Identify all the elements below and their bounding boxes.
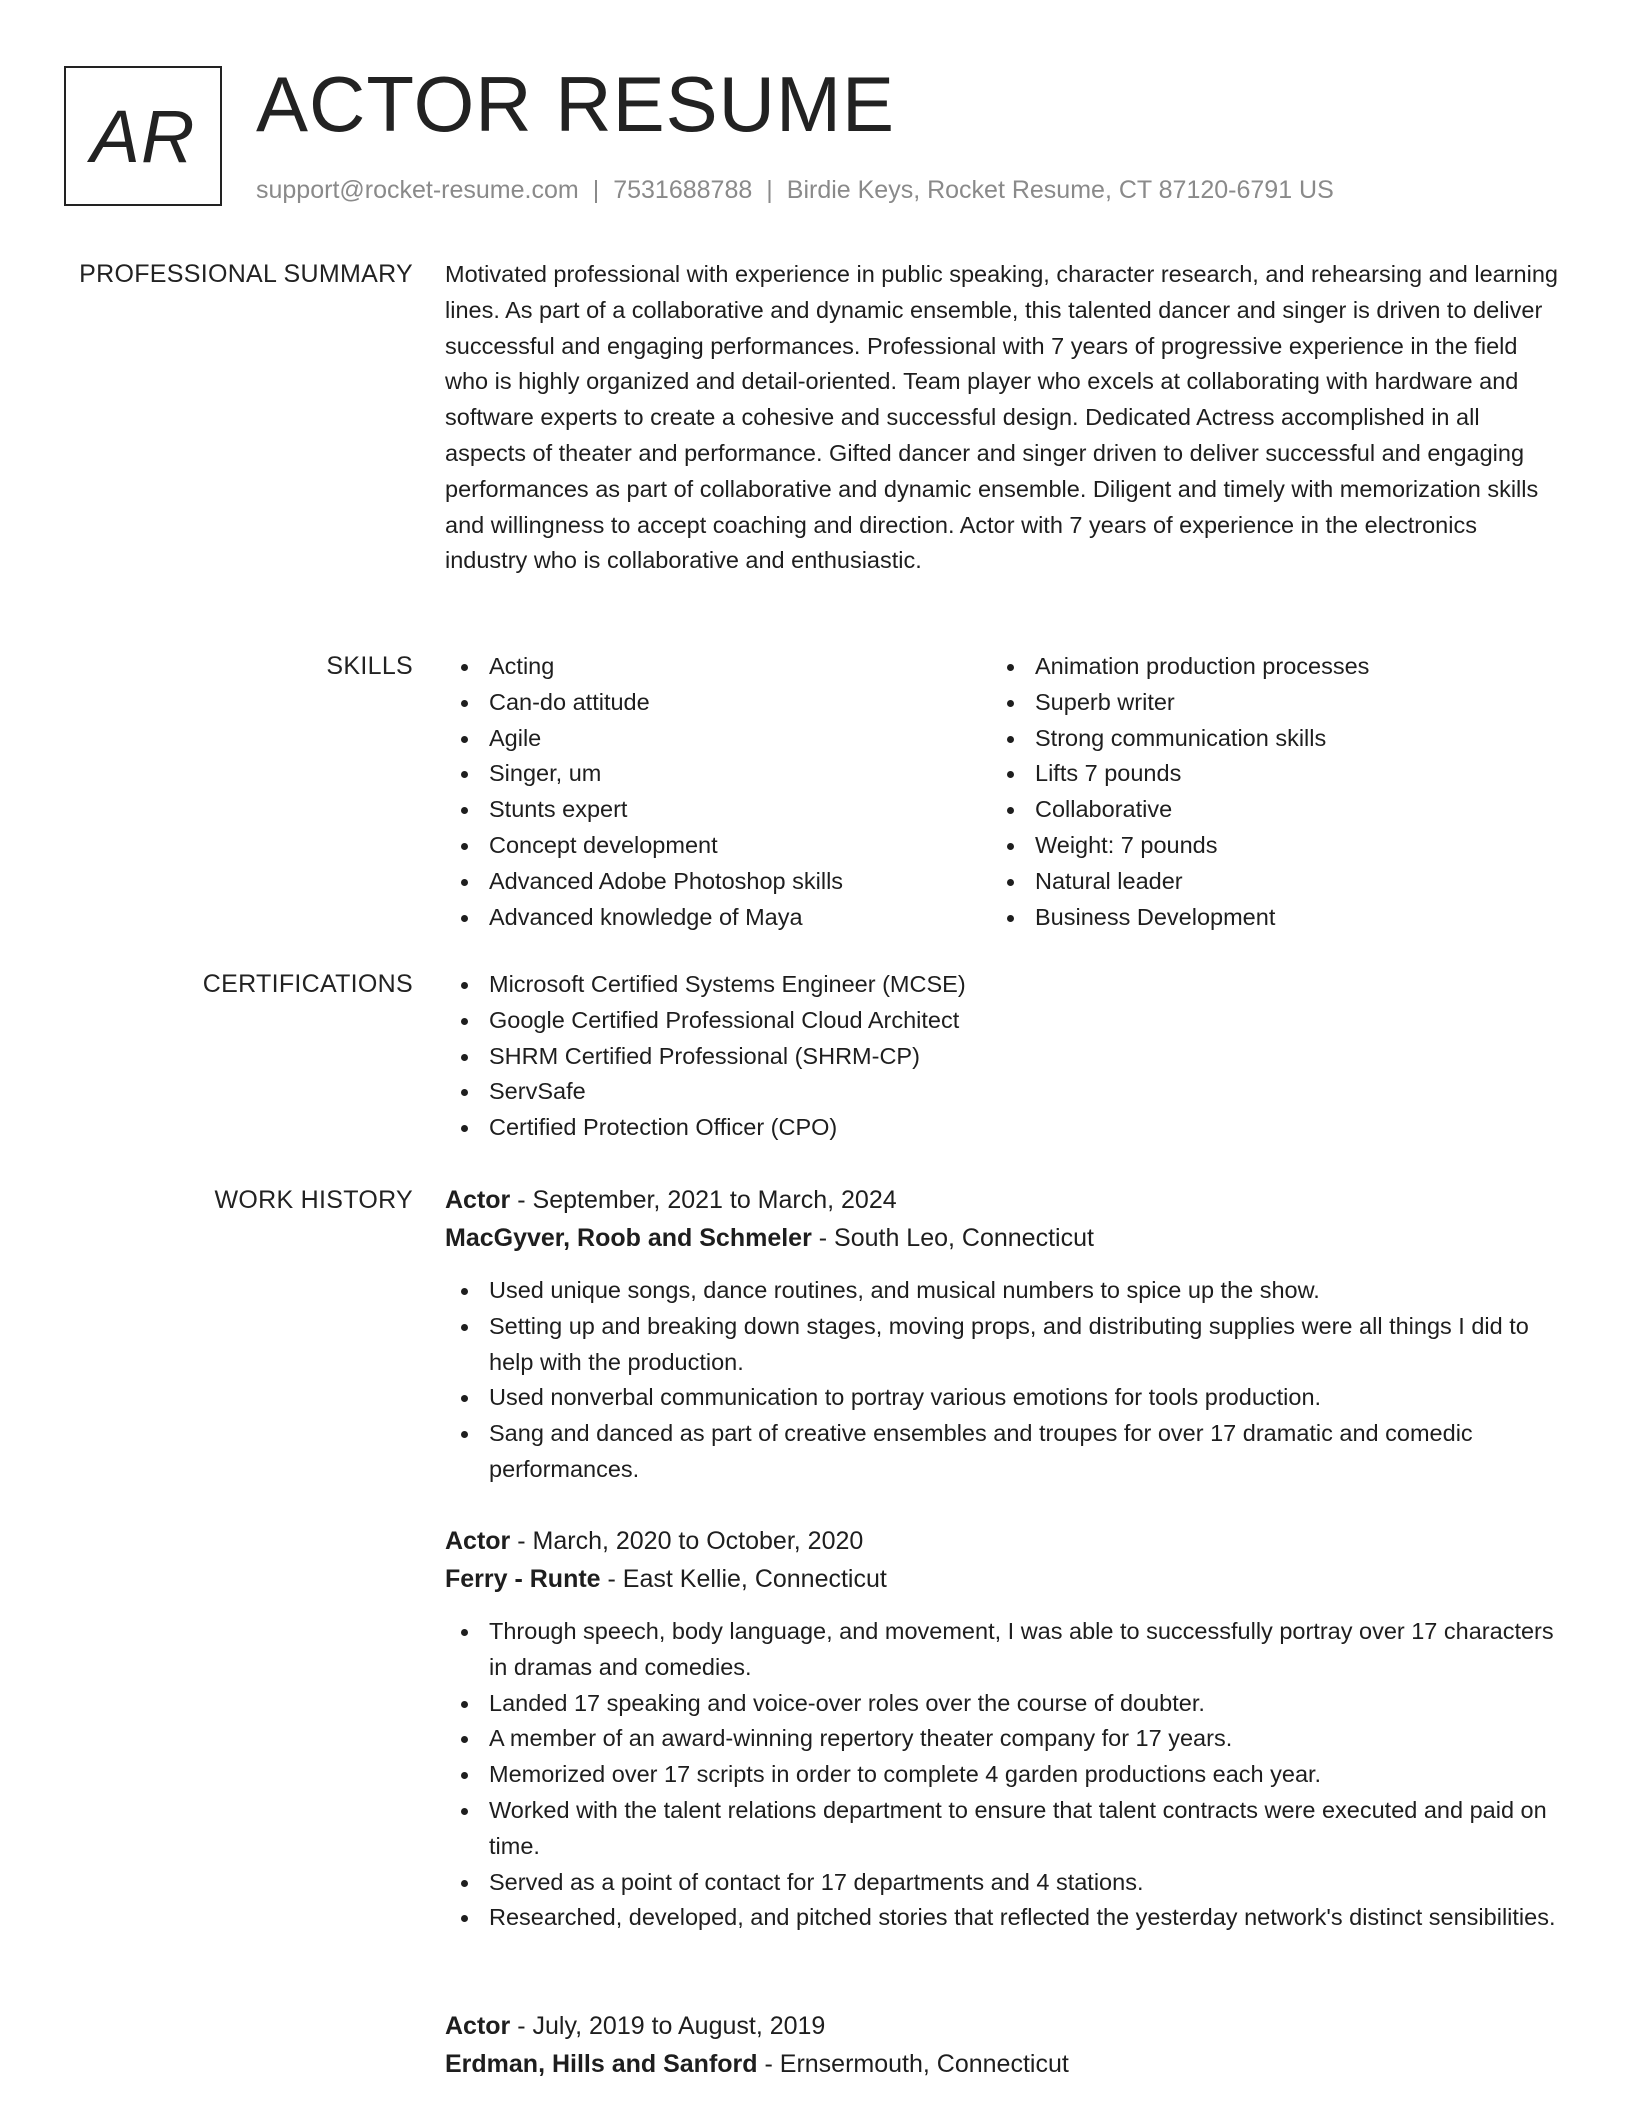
section-label-work-history: WORK HISTORY — [214, 1186, 413, 1214]
skill-item: Strong communication skills — [991, 721, 1537, 757]
contact-line — [256, 174, 1334, 206]
job-duty: Through speech, body language, and movement, I was able to successfully portray over 17 characters in dramas and comedies. — [445, 1614, 1563, 1686]
summary-section — [445, 257, 1563, 579]
job-dates: - September, 2021 to March, 2024 — [510, 1186, 897, 1214]
job-dates: - March, 2020 to October, 2020 — [510, 1527, 864, 1555]
job-title: Actor — [445, 2012, 511, 2040]
skill-item: Superb writer — [991, 685, 1537, 721]
section-label-summary: PROFESSIONAL SUMMARY — [79, 260, 413, 288]
job-title-line — [445, 1181, 1563, 1219]
contact-address: Birdie Keys, Rocket Resume, CT 87120-6791 US — [786, 176, 1334, 204]
certifications-section — [445, 967, 1563, 1146]
skill-item: Advanced knowledge of Maya — [445, 900, 991, 936]
job-duty: Used nonverbal communication to portray various emotions for tools production. — [445, 1380, 1563, 1416]
job-entry — [445, 1181, 1563, 1488]
skill-item: Stunts expert — [445, 792, 991, 828]
contact-email: support@rocket-resume.com — [256, 176, 579, 204]
skill-item: Acting — [445, 649, 991, 685]
job-duty: Sang and danced as part of creative ensembles and troupes for over 17 dramatic and comedic performances. — [445, 1416, 1563, 1488]
job-title: Actor — [445, 1186, 511, 1214]
skill-item: Agile — [445, 721, 991, 757]
certification-item: Certified Protection Officer (CPO) — [445, 1110, 1563, 1146]
skill-item: Business Development — [991, 900, 1537, 936]
job-location: - South Leo, Connecticut — [811, 1224, 1094, 1252]
job-duty: Served as a point of contact for 17 departments and 4 stations. — [445, 1865, 1563, 1901]
job-entry — [445, 2007, 1563, 2083]
job-location: - Ernsermouth, Connecticut — [757, 2050, 1069, 2078]
certification-item: ServSafe — [445, 1074, 1563, 1110]
skill-item: Animation production processes — [991, 649, 1537, 685]
job-duty: A member of an award-winning repertory theater company for 17 years. — [445, 1721, 1563, 1757]
certifications-list — [445, 967, 1563, 1146]
contact-separator: | — [766, 176, 773, 204]
job-entry — [445, 1522, 1563, 1936]
skills-section — [445, 649, 1563, 935]
skill-item: Natural leader — [991, 864, 1537, 900]
job-title-line — [445, 2007, 1563, 2045]
skill-item: Collaborative — [991, 792, 1537, 828]
job-dates: - July, 2019 to August, 2019 — [510, 2012, 826, 2040]
job-duty: Used unique songs, dance routines, and musical numbers to spice up the show. — [445, 1273, 1563, 1309]
skill-item: Singer, um — [445, 756, 991, 792]
job-company: Ferry - Runte — [445, 1565, 601, 1593]
job-duty: Setting up and breaking down stages, moving props, and distributing supplies were all things I did to help with the production. — [445, 1309, 1563, 1381]
job-title: Actor — [445, 1527, 511, 1555]
section-label-certifications: CERTIFICATIONS — [202, 970, 413, 998]
job-duty: Worked with the talent relations department to ensure that talent contracts were executed and paid on time. — [445, 1793, 1563, 1865]
job-duty: Researched, developed, and pitched stories that reflected the yesterday network's distinct sensibilities. — [445, 1900, 1563, 1936]
certification-item: Google Certified Professional Cloud Architect — [445, 1003, 1563, 1039]
skill-item: Can-do attitude — [445, 685, 991, 721]
skills-list-right — [991, 649, 1537, 935]
job-duty: Memorized over 17 scripts in order to complete 4 garden productions each year. — [445, 1757, 1563, 1793]
monogram — [64, 66, 222, 206]
summary-text: Motivated professional with experience in public speaking, character research, and rehearsing and learning lines. As part of a collaborative and dynamic ensemble, this talented dancer and singer is driven to deliver successful and engaging performances. Professional with 7 years of progressive experience in the field who is highly organized and detail-oriented. Team player who excels at collaborating with hardware and software experts to create a cohesive and successful design. Dedicated Actress accomplished in all aspects of theater and performance. Gifted dancer and singer driven to deliver successful and engaging performances as part of collaborative and dynamic ensemble. Diligent and timely with memorization skills and willingness to accept coaching and direction. Actor with 7 years of experience in the electronics industry who is collaborative and enthusiastic. — [445, 261, 1558, 574]
monogram-initials: AR — [90, 94, 196, 178]
skills-list-left — [445, 649, 991, 935]
job-title-line — [445, 1522, 1563, 1560]
job-duties-list — [445, 1614, 1563, 1936]
contact-phone: 7531688788 — [613, 176, 753, 204]
contact-separator: | — [592, 176, 600, 204]
skill-item: Weight: 7 pounds — [991, 828, 1537, 864]
job-duty: Landed 17 speaking and voice-over roles over the course of doubter. — [445, 1686, 1563, 1722]
job-location: - East Kellie, Connecticut — [600, 1565, 887, 1593]
skill-item: Concept development — [445, 828, 991, 864]
skill-item: Lifts 7 pounds — [991, 756, 1537, 792]
skill-item: Advanced Adobe Photoshop skills — [445, 864, 991, 900]
job-company-line — [445, 2045, 1563, 2083]
resume-name: ACTOR RESUME — [256, 60, 895, 148]
certification-item: Microsoft Certified Systems Engineer (MCSE) — [445, 967, 1563, 1003]
job-duties-list — [445, 1273, 1563, 1488]
section-label-skills: SKILLS — [326, 652, 413, 680]
job-company: MacGyver, Roob and Schmeler — [445, 1224, 812, 1252]
certification-item: SHRM Certified Professional (SHRM-CP) — [445, 1039, 1563, 1075]
job-company: Erdman, Hills and Sanford — [445, 2050, 758, 2078]
job-company-line — [445, 1219, 1563, 1257]
job-company-line — [445, 1560, 1563, 1598]
